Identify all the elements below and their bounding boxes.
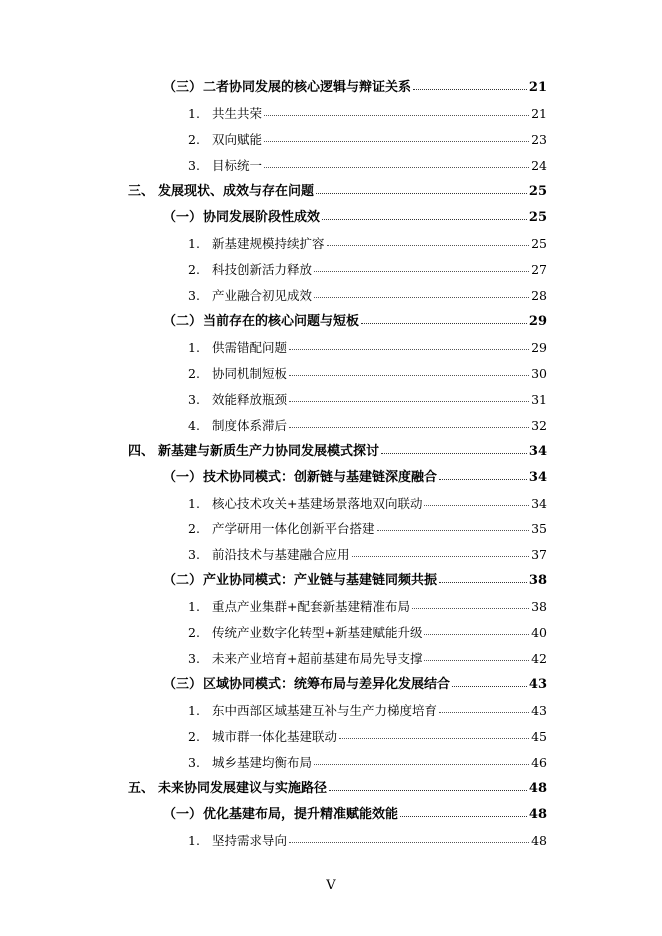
toc-entry-number: （一）: [163, 807, 203, 823]
toc-entry[interactable]: [163, 805, 547, 825]
toc-entry-number: （一）: [163, 209, 203, 225]
toc-entry-page: 46: [531, 755, 547, 771]
toc-dot-leader: [264, 166, 529, 168]
toc-entry-title: 协同发展阶段性成效: [203, 209, 321, 225]
toc-entry-title: 新基建与新质生产力协同发展模式探讨: [158, 443, 380, 459]
toc-entry[interactable]: [128, 442, 547, 462]
toc-entry[interactable]: [188, 727, 547, 747]
toc-entry[interactable]: [163, 208, 547, 228]
toc-dot-leader: [439, 581, 527, 583]
toc-entry-title: 产业协同模式：产业链与基建链同频共振: [203, 573, 438, 589]
toc-entry-page: 27: [531, 261, 547, 277]
toc-dot-leader: [322, 218, 527, 220]
toc-entry-title: 产学研用一体化创新平台搭建: [212, 521, 375, 537]
toc-entry-title: 核心技术攻关+基建场景落地双向联动: [212, 495, 423, 511]
toc-entry-page: 31: [531, 391, 547, 407]
toc-dot-leader: [289, 426, 529, 428]
toc-entry[interactable]: [188, 260, 547, 280]
toc-entry[interactable]: [188, 390, 547, 410]
toc-entry-number: 五、: [128, 781, 155, 797]
toc-entry-number: 四、: [128, 443, 155, 459]
toc-entry[interactable]: [163, 468, 547, 488]
toc-entry-number: 1.: [188, 105, 200, 121]
toc-entry-page: 35: [531, 521, 547, 537]
toc-entry-title: 当前存在的核心问题与短板: [203, 313, 360, 329]
toc-entry-title: 城乡基建均衡布局: [212, 755, 313, 771]
toc-entry-page: 43: [528, 677, 547, 693]
toc-entry-number: 3.: [188, 651, 200, 667]
toc-entry-number: （三）: [163, 80, 203, 95]
toc-entry[interactable]: [188, 234, 547, 254]
toc-entry-page: 48: [528, 807, 547, 823]
toc-entry-title: 坚持需求导向: [212, 833, 288, 849]
toc-entry-page: 34: [528, 443, 547, 459]
toc-entry-page: 38: [528, 573, 547, 589]
toc-entry-number: （二）: [163, 573, 203, 589]
toc-dot-leader: [424, 659, 529, 661]
toc-dot-leader: [289, 374, 529, 376]
toc-entry-number: 1.: [188, 339, 200, 355]
toc-entry-number: 三、: [128, 183, 155, 199]
toc-entry-number: 2.: [188, 365, 200, 381]
toc-dot-leader: [314, 763, 529, 765]
toc-entry-page: 23: [531, 131, 547, 147]
toc-entry-title: 协同机制短板: [212, 365, 288, 381]
toc-entry[interactable]: [188, 364, 547, 384]
toc-entry-page: 48: [528, 781, 547, 797]
toc-dot-leader: [439, 711, 529, 713]
toc-entry-page: 32: [531, 417, 547, 433]
page-number-footer: [0, 876, 662, 896]
toc-entry-number: 3.: [188, 287, 200, 303]
toc-entry-page: 28: [531, 287, 547, 303]
toc-entry[interactable]: [188, 623, 547, 643]
toc-entry-number: （一）: [163, 469, 203, 485]
toc-entry-number: （二）: [163, 313, 203, 329]
toc-entry-number: 3.: [188, 157, 200, 173]
toc-dot-leader: [316, 192, 527, 194]
toc-dot-leader: [329, 789, 527, 791]
toc-entry[interactable]: [163, 312, 547, 332]
toc-entry-page: 29: [531, 339, 547, 355]
toc-entry-title: 前沿技术与基建融合应用: [212, 547, 350, 563]
toc-dot-leader: [264, 114, 529, 116]
toc-entry-number: 3.: [188, 547, 200, 563]
toc-entry[interactable]: [163, 78, 547, 98]
toc-entry[interactable]: [188, 649, 547, 669]
toc-entry[interactable]: [188, 753, 547, 773]
toc-dot-leader: [314, 270, 529, 272]
toc-entry-page: 48: [531, 833, 547, 849]
toc-entry[interactable]: [188, 130, 547, 150]
toc-entry-title: 目标统一: [212, 157, 263, 173]
toc-entry-title: 东中西部区域基建互补与生产力梯度培育: [212, 703, 438, 719]
toc-entry-title: 科技创新活力释放: [212, 261, 313, 277]
toc-entry-number: 1.: [188, 703, 200, 719]
toc-entry-page: 34: [528, 469, 547, 485]
toc-dot-leader: [439, 478, 527, 480]
toc-entry-number: 1.: [188, 495, 200, 511]
toc-dot-leader: [377, 529, 530, 531]
toc-entry-page: 34: [531, 495, 547, 511]
toc-entry-title: 未来协同发展建议与实施路径: [158, 781, 328, 797]
toc-dot-leader: [289, 841, 529, 843]
toc-entry-number: 4.: [188, 417, 200, 433]
toc-entry-page: 24: [531, 157, 547, 173]
toc-entry-number: 2.: [188, 729, 200, 745]
toc-entry-number: 3.: [188, 391, 200, 407]
page-number: V: [326, 878, 336, 893]
toc-entry[interactable]: [163, 675, 547, 695]
toc-entry[interactable]: [188, 831, 547, 851]
toc-entry-page: 25: [528, 183, 547, 199]
toc-entry[interactable]: [128, 779, 547, 799]
toc-entry-title: 未来产业培育+超前基建布局先导支撑: [212, 651, 423, 667]
toc-entry-title: 产业融合初见成效: [212, 287, 313, 303]
toc-entry-title: 传统产业数字化转型+新基建赋能升级: [212, 625, 423, 641]
toc-entry-number: 2.: [188, 521, 200, 537]
toc-entry[interactable]: [188, 104, 547, 124]
toc-entry-number: 3.: [188, 755, 200, 771]
toc-dot-leader: [361, 322, 527, 324]
toc-dot-leader: [452, 685, 527, 687]
toc-entry-title: 发展现状、成效与存在问题: [158, 183, 315, 199]
toc-entry-title: 优化基建布局，提升精准赋能效能: [203, 807, 399, 823]
toc-entry[interactable]: [188, 494, 547, 514]
toc-entry[interactable]: [128, 182, 547, 202]
toc-entry[interactable]: [188, 519, 547, 539]
toc-dot-leader: [413, 88, 527, 90]
toc-entry-title: 区域协同模式：统筹布局与差异化发展结合: [203, 677, 451, 693]
toc-entry-page: 30: [531, 365, 547, 381]
toc-entry-title: 效能释放瓶颈: [212, 391, 288, 407]
toc-entry-title: 双向赋能: [212, 131, 263, 147]
toc-dot-leader: [264, 140, 529, 142]
toc-entry-number: 1.: [188, 235, 200, 251]
toc-entry-page: 21: [531, 105, 547, 121]
toc-entry-title: 二者协同发展的核心逻辑与辩证关系: [203, 80, 412, 95]
toc-entry-page: 25: [528, 209, 547, 225]
toc-entry[interactable]: [188, 338, 547, 358]
toc-entry-page: 43: [531, 703, 547, 719]
toc-entry-page: 25: [531, 235, 547, 251]
toc-entry-page: 38: [531, 599, 547, 615]
toc-dot-leader: [400, 815, 527, 817]
toc-entry-page: 40: [531, 625, 547, 641]
toc-dot-leader: [352, 555, 530, 557]
toc-entry-number: （三）: [163, 677, 203, 693]
toc-entry-title: 城市群一体化基建联动: [212, 729, 338, 745]
toc-entry-page: 42: [531, 651, 547, 667]
toc-entry-title: 共生共荣: [212, 105, 263, 121]
toc-dot-leader: [289, 400, 529, 402]
toc-entry-page: 45: [531, 729, 547, 745]
toc-dot-leader: [412, 607, 529, 609]
toc-dot-leader: [339, 737, 529, 739]
toc-entry[interactable]: [163, 571, 547, 591]
toc-entry-number: 2.: [188, 625, 200, 641]
toc-entry[interactable]: [188, 286, 547, 306]
toc-entry-page: 21: [528, 80, 547, 95]
toc-entry-title: 技术协同模式：创新链与基建链深度融合: [203, 469, 438, 485]
toc-entry-number: 1.: [188, 833, 200, 849]
toc-entry-title: 供需错配问题: [212, 339, 288, 355]
toc-entry[interactable]: [188, 545, 547, 565]
toc-entry-title: 新基建规模持续扩容: [212, 235, 325, 251]
toc-dot-leader: [381, 452, 527, 454]
toc-entry[interactable]: [188, 701, 547, 721]
toc-entry-page: 29: [528, 313, 547, 329]
toc-entry-number: 2.: [188, 131, 200, 147]
toc-entry[interactable]: [188, 597, 547, 617]
toc-dot-leader: [424, 504, 529, 506]
toc-entry-page: 37: [531, 547, 547, 563]
toc-dot-leader: [327, 244, 530, 246]
toc-entry-number: 2.: [188, 261, 200, 277]
toc-entry[interactable]: [188, 156, 547, 176]
toc-entry-title: 制度体系滞后: [212, 417, 288, 433]
toc-entry-number: 1.: [188, 599, 200, 615]
toc-dot-leader: [424, 633, 529, 635]
toc-entry[interactable]: [188, 416, 547, 436]
toc-dot-leader: [314, 296, 529, 298]
toc-dot-leader: [289, 348, 529, 350]
toc-entry-title: 重点产业集群+配套新基建精准布局: [212, 599, 410, 615]
